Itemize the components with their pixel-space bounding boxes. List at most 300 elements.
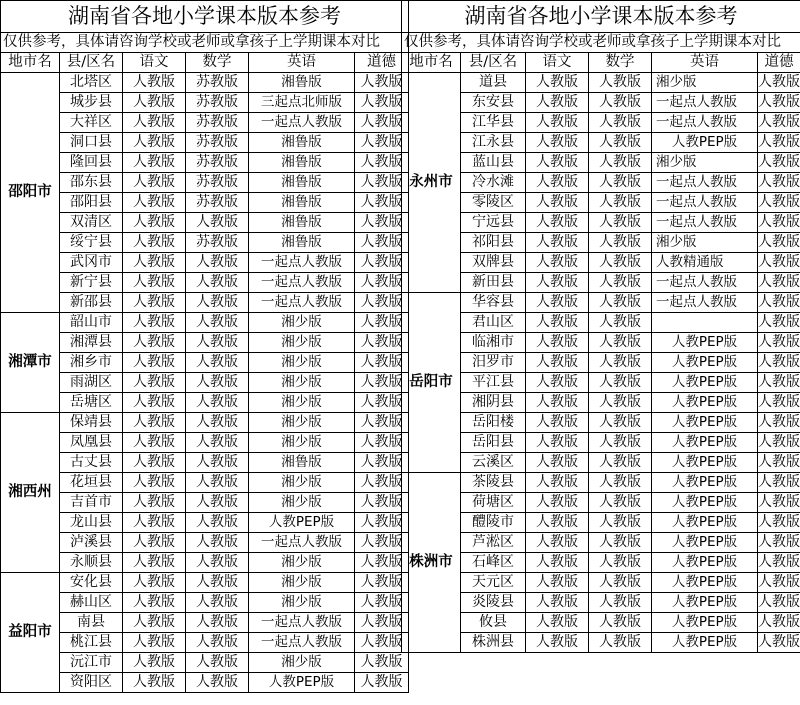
header-city: 地市名 [402,53,461,73]
math-edition: 人教版 [186,413,249,433]
morality-edition: 人教版 [758,593,800,613]
math-edition: 人教版 [186,533,249,553]
table-row [1,113,409,133]
math-edition: 苏教版 [186,233,249,253]
math-edition: 苏教版 [186,113,249,133]
chinese-edition: 人教版 [526,273,589,293]
table-row [402,93,800,113]
chinese-edition: 人教版 [123,433,186,453]
english-edition: 一起点人教版 [249,253,355,273]
morality-edition: 人教版 [355,653,409,673]
table-row [1,93,409,113]
header-morality: 道德 [355,53,409,73]
table-row [1,653,409,673]
morality-edition: 人教版 [355,333,409,353]
english-edition: 人教PEP版 [652,473,758,493]
math-edition: 人教版 [186,653,249,673]
table-row [1,333,409,353]
chinese-edition: 人教版 [526,613,589,633]
table-row [1,473,409,493]
math-edition: 人教版 [186,333,249,353]
chinese-edition: 人教版 [526,73,589,93]
math-edition: 人教版 [589,173,652,193]
english-edition: 人教PEP版 [652,553,758,573]
math-edition: 人教版 [589,93,652,113]
english-edition: 湘少版 [249,493,355,513]
city-name: 益阳市 [1,573,60,693]
county-name: 雨湖区 [60,373,123,393]
math-edition: 人教版 [186,453,249,473]
table-row [402,333,800,353]
table-row [402,453,800,473]
county-name: 赫山区 [60,593,123,613]
city-name: 邵阳市 [1,73,60,313]
chinese-edition: 人教版 [123,293,186,313]
english-edition: 一起点人教版 [249,293,355,313]
chinese-edition: 人教版 [526,293,589,313]
left-title-row [1,1,409,33]
county-name: 临湘市 [461,333,526,353]
chinese-edition: 人教版 [123,93,186,113]
county-name: 沅江市 [60,653,123,673]
table-row [402,153,800,173]
county-name: 大祥区 [60,113,123,133]
chinese-edition: 人教版 [123,253,186,273]
morality-edition: 人教版 [355,153,409,173]
table-row [1,593,409,613]
morality-edition: 人教版 [758,113,800,133]
english-edition: 湘少版 [249,353,355,373]
math-edition: 人教版 [589,233,652,253]
table-row [1,633,409,653]
table-row [402,173,800,193]
county-name: 双清区 [60,213,123,233]
morality-edition: 人教版 [758,313,800,333]
morality-edition: 人教版 [758,433,800,453]
county-name: 湘潭县 [60,333,123,353]
chinese-edition: 人教版 [123,273,186,293]
county-name: 武冈市 [60,253,123,273]
table-row [402,213,800,233]
chinese-edition: 人教版 [123,133,186,153]
table-row [402,493,800,513]
english-edition: 一起点人教版 [652,113,758,133]
chinese-edition: 人教版 [123,553,186,573]
math-edition: 人教版 [589,613,652,633]
math-edition: 人教版 [186,593,249,613]
morality-edition: 人教版 [355,473,409,493]
math-edition: 苏教版 [186,153,249,173]
english-edition: 人教PEP版 [652,493,758,513]
morality-edition: 人教版 [758,273,800,293]
morality-edition: 人教版 [355,173,409,193]
english-edition: 湘少版 [249,433,355,453]
english-edition: 人教PEP版 [652,593,758,613]
english-edition: 湘鲁版 [249,233,355,253]
right-textbook-table [401,0,800,653]
city-name: 株洲市 [402,473,461,653]
math-edition: 人教版 [186,433,249,453]
county-name: 凤凰县 [60,433,123,453]
county-name: 醴陵市 [461,513,526,533]
county-name: 新宁县 [60,273,123,293]
math-edition: 人教版 [589,453,652,473]
right-header-row [402,53,800,73]
morality-edition: 人教版 [758,293,800,313]
table-row [402,633,800,653]
math-edition: 人教版 [186,273,249,293]
chinese-edition: 人教版 [526,133,589,153]
chinese-edition: 人教版 [526,333,589,353]
county-name: 新田县 [461,273,526,293]
morality-edition: 人教版 [758,193,800,213]
chinese-edition: 人教版 [123,353,186,373]
english-edition: 湘少版 [249,393,355,413]
morality-edition: 人教版 [758,133,800,153]
header-city: 地市名 [1,53,60,73]
chinese-edition: 人教版 [123,193,186,213]
english-edition: 湘鲁版 [249,193,355,213]
english-edition: 湘少版 [249,573,355,593]
math-edition: 人教版 [186,633,249,653]
chinese-edition: 人教版 [526,253,589,273]
morality-edition: 人教版 [758,493,800,513]
chinese-edition: 人教版 [526,553,589,573]
math-edition: 人教版 [589,253,652,273]
math-edition: 人教版 [589,573,652,593]
morality-edition: 人教版 [758,233,800,253]
county-name: 永顺县 [60,553,123,573]
morality-edition: 人教版 [758,573,800,593]
right-note-row [402,33,800,53]
morality-edition: 人教版 [355,553,409,573]
english-edition: 湘少版 [652,73,758,93]
city-name: 湘西州 [1,413,60,573]
county-name: 桃江县 [60,633,123,653]
morality-edition: 人教版 [758,333,800,353]
header-english: 英语 [652,53,758,73]
chinese-edition: 人教版 [526,173,589,193]
county-name: 新邵县 [60,293,123,313]
english-edition: 人教PEP版 [652,413,758,433]
county-name: 东安县 [461,93,526,113]
table-row [1,353,409,373]
table-row [1,453,409,473]
math-edition: 人教版 [589,393,652,413]
county-name: 平江县 [461,373,526,393]
math-edition: 人教版 [589,533,652,553]
left-table-body [1,1,409,693]
left-note-row [1,33,409,53]
chinese-edition: 人教版 [123,213,186,233]
chinese-edition: 人教版 [123,393,186,413]
math-edition: 苏教版 [186,93,249,113]
math-edition: 人教版 [186,513,249,533]
math-edition: 人教版 [589,593,652,613]
english-edition: 湘鲁版 [249,213,355,233]
math-edition: 人教版 [186,313,249,333]
math-edition: 苏教版 [186,73,249,93]
morality-edition: 人教版 [355,373,409,393]
english-edition: 人教PEP版 [652,573,758,593]
table-row [1,253,409,273]
county-name: 天元区 [461,573,526,593]
english-edition: 人教精通版 [652,253,758,273]
math-edition: 人教版 [186,373,249,393]
english-edition: 湘少版 [249,473,355,493]
math-edition: 人教版 [589,633,652,653]
table-row [1,173,409,193]
county-name: 邵阳县 [60,193,123,213]
county-name: 洞口县 [60,133,123,153]
morality-edition: 人教版 [355,313,409,333]
county-name: 龙山县 [60,513,123,533]
english-edition: 一起点人教版 [249,633,355,653]
chinese-edition: 人教版 [123,73,186,93]
morality-edition: 人教版 [355,573,409,593]
chinese-edition: 人教版 [526,513,589,533]
morality-edition: 人教版 [758,353,800,373]
table-row [402,133,800,153]
table-row [402,193,800,213]
morality-edition: 人教版 [355,133,409,153]
chinese-edition: 人教版 [526,393,589,413]
chinese-edition: 人教版 [123,533,186,553]
chinese-edition: 人教版 [526,413,589,433]
chinese-edition: 人教版 [123,573,186,593]
morality-edition: 人教版 [355,393,409,413]
morality-edition: 人教版 [355,593,409,613]
english-edition: 人教PEP版 [652,393,758,413]
english-edition: 三起点北师版 [249,93,355,113]
english-edition: 湘少版 [249,373,355,393]
county-name: 双牌县 [461,253,526,273]
chinese-edition: 人教版 [526,113,589,133]
english-edition: 一起点人教版 [652,173,758,193]
math-edition: 人教版 [589,373,652,393]
county-name: 湘乡市 [60,353,123,373]
english-edition: 人教PEP版 [652,533,758,553]
table-row [402,413,800,433]
header-chinese: 语文 [526,53,589,73]
english-edition: 湘鲁版 [249,173,355,193]
table-row [402,513,800,533]
table-row [402,313,800,333]
english-edition: 湘鲁版 [249,153,355,173]
english-edition: 人教PEP版 [652,513,758,533]
table-row [402,353,800,373]
chinese-edition: 人教版 [526,593,589,613]
math-edition: 人教版 [186,473,249,493]
chinese-edition: 人教版 [526,373,589,393]
math-edition: 苏教版 [186,173,249,193]
morality-edition: 人教版 [355,533,409,553]
morality-edition: 人教版 [758,73,800,93]
table-row [1,493,409,513]
table-row [402,393,800,413]
chinese-edition: 人教版 [526,193,589,213]
math-edition: 人教版 [589,553,652,573]
county-name: 吉首市 [60,493,123,513]
math-edition: 人教版 [589,473,652,493]
table-row [402,273,800,293]
chinese-edition: 人教版 [123,233,186,253]
county-name: 零陵区 [461,193,526,213]
math-edition: 人教版 [589,433,652,453]
math-edition: 人教版 [589,493,652,513]
english-edition: 一起点人教版 [249,273,355,293]
chinese-edition: 人教版 [123,153,186,173]
county-name: 株洲县 [461,633,526,653]
table-row [1,553,409,573]
math-edition: 人教版 [589,213,652,233]
county-name: 岳阳楼 [461,413,526,433]
chinese-edition: 人教版 [123,653,186,673]
math-edition: 人教版 [186,353,249,373]
table-row [1,213,409,233]
morality-edition: 人教版 [355,73,409,93]
county-name: 北塔区 [60,73,123,93]
header-county: 县/区名 [461,53,526,73]
english-edition: 一起点人教版 [652,93,758,113]
county-name: 资阳区 [60,673,123,693]
chinese-edition: 人教版 [123,333,186,353]
county-name: 宁远县 [461,213,526,233]
county-name: 韶山市 [60,313,123,333]
morality-edition: 人教版 [355,233,409,253]
chinese-edition: 人教版 [123,613,186,633]
morality-edition: 人教版 [355,433,409,453]
morality-edition: 人教版 [355,213,409,233]
math-edition: 苏教版 [186,193,249,213]
table-row [1,413,409,433]
morality-edition: 人教版 [758,613,800,633]
table-row [1,133,409,153]
morality-edition: 人教版 [758,453,800,473]
chinese-edition: 人教版 [123,673,186,693]
table-row [402,433,800,453]
table-row [1,513,409,533]
table-row [402,573,800,593]
chinese-edition: 人教版 [123,593,186,613]
table-row [402,233,800,253]
morality-edition: 人教版 [758,373,800,393]
chinese-edition: 人教版 [526,493,589,513]
math-edition: 人教版 [589,153,652,173]
english-edition: 人教PEP版 [249,513,355,533]
chinese-edition: 人教版 [123,113,186,133]
table-row [402,533,800,553]
math-edition: 人教版 [589,413,652,433]
english-edition: 一起点人教版 [652,213,758,233]
city-name: 永州市 [402,73,461,293]
chinese-edition: 人教版 [526,573,589,593]
english-edition: 湘少版 [249,333,355,353]
chinese-edition: 人教版 [526,313,589,333]
county-name: 荷塘区 [461,493,526,513]
county-name: 邵东县 [60,173,123,193]
english-edition: 湘少版 [652,153,758,173]
english-edition: 人教PEP版 [652,133,758,153]
english-edition: 湘鲁版 [249,133,355,153]
morality-edition: 人教版 [355,193,409,213]
chinese-edition: 人教版 [123,633,186,653]
morality-edition: 人教版 [355,453,409,473]
county-name: 君山区 [461,313,526,333]
left-header-row [1,53,409,73]
math-edition: 人教版 [186,673,249,693]
table-row [1,393,409,413]
morality-edition: 人教版 [758,473,800,493]
english-edition: 一起点人教版 [652,193,758,213]
city-name: 岳阳市 [402,293,461,473]
county-name: 江永县 [461,133,526,153]
county-name: 城步县 [60,93,123,113]
english-edition: 湘鲁版 [249,73,355,93]
table-row [402,373,800,393]
county-name: 芦淞区 [461,533,526,553]
morality-edition: 人教版 [758,213,800,233]
morality-edition: 人教版 [355,293,409,313]
chinese-edition: 人教版 [123,173,186,193]
chinese-edition: 人教版 [526,353,589,373]
chinese-edition: 人教版 [123,493,186,513]
math-edition: 人教版 [589,73,652,93]
county-name: 绥宁县 [60,233,123,253]
table-row [1,673,409,693]
county-name: 石峰区 [461,553,526,573]
chinese-edition: 人教版 [123,413,186,433]
county-name: 华容县 [461,293,526,313]
english-edition: 湘鲁版 [249,453,355,473]
table-row [402,253,800,273]
english-edition: 湘少版 [249,413,355,433]
english-edition: 湘少版 [249,313,355,333]
english-edition: 湘少版 [249,553,355,573]
county-name: 祁阳县 [461,233,526,253]
right-title-row [402,1,800,33]
english-edition: 一起点人教版 [249,113,355,133]
table-row [1,73,409,93]
morality-edition: 人教版 [758,553,800,573]
math-edition: 人教版 [589,313,652,333]
english-edition: 湘少版 [249,593,355,613]
english-edition: 人教PEP版 [652,613,758,633]
chinese-edition: 人教版 [123,473,186,493]
county-name: 南县 [60,613,123,633]
header-math: 数学 [589,53,652,73]
chinese-edition: 人教版 [526,473,589,493]
left-table-note: 仅供参考，具体请咨询学校或老师或拿孩子上学期课本对比 [1,33,409,53]
table-row [1,573,409,593]
chinese-edition: 人教版 [526,533,589,553]
chinese-edition: 人教版 [526,153,589,173]
english-edition: 一起点人教版 [249,613,355,633]
morality-edition: 人教版 [355,613,409,633]
table-row [1,533,409,553]
table-row [1,273,409,293]
math-edition: 人教版 [589,133,652,153]
header-chinese: 语文 [123,53,186,73]
county-name: 湘阴县 [461,393,526,413]
math-edition: 人教版 [589,353,652,373]
county-name: 茶陵县 [461,473,526,493]
table-row [1,613,409,633]
table-row [402,593,800,613]
chinese-edition: 人教版 [526,633,589,653]
english-edition: 人教PEP版 [652,433,758,453]
header-math: 数学 [186,53,249,73]
